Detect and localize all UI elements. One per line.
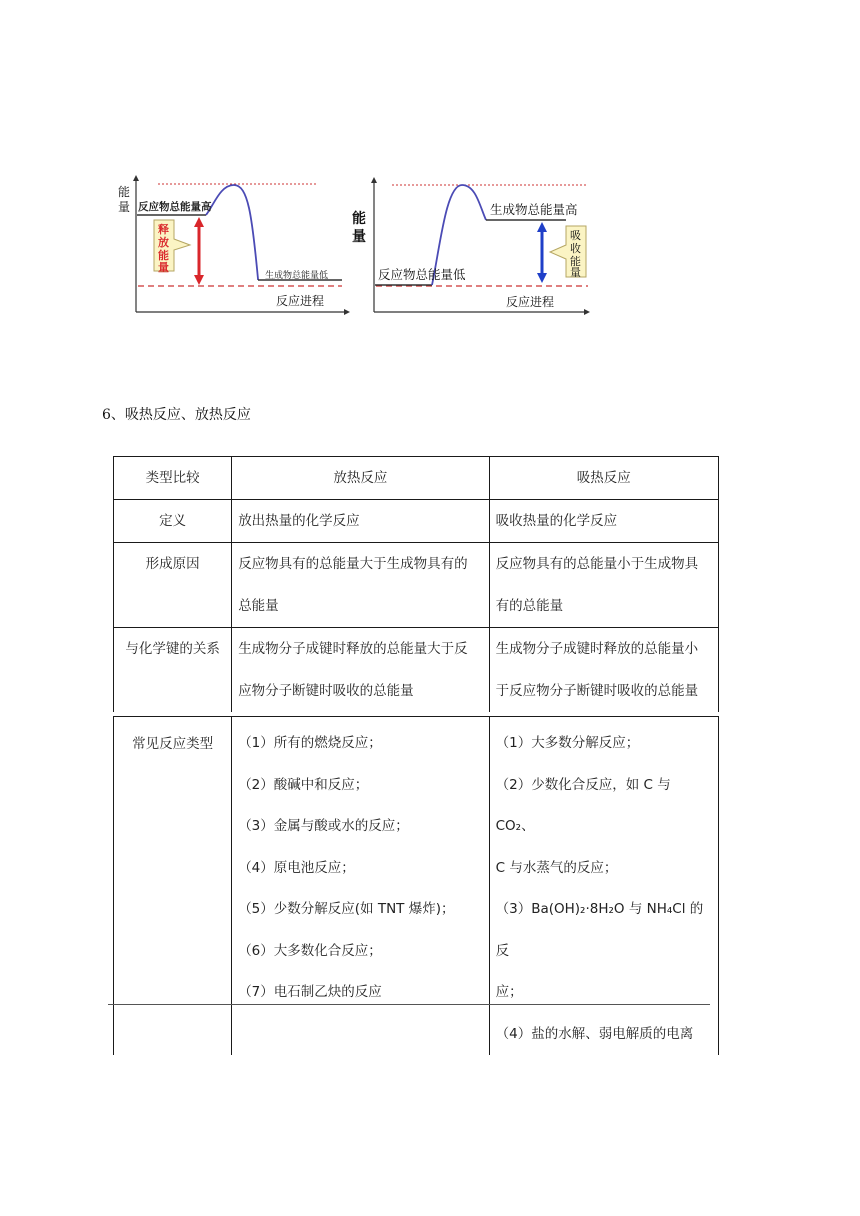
- list-item: （1）大多数分解反应；: [495, 735, 640, 751]
- release-arrow-head-down: [194, 275, 204, 285]
- energy-label-3: 能: [158, 249, 169, 262]
- list-item: （3）Ba(OH)₂·8H₂O 与 NH₄Cl 的反: [495, 901, 704, 959]
- cell-exo-bond-relation: [232, 628, 489, 713]
- cell-endo-bond-relation: [489, 628, 718, 713]
- cell-line: 反应物具有的总能量小于生成物具: [495, 556, 699, 572]
- energy-label-2: 收: [570, 242, 581, 255]
- cell-exo-cause: [232, 543, 489, 628]
- list-item: （7）电石制乙炔的反应: [238, 984, 382, 1000]
- list-item: （4）盐的水解、弱电解质的电离: [495, 1025, 694, 1042]
- list-item: （2）酸碱中和反应；: [238, 776, 369, 793]
- cell-endo-definition: [489, 500, 718, 543]
- energy-label-4: 量: [158, 261, 169, 274]
- table-row-bond-relation: [114, 628, 719, 713]
- list-item: （5）少数分解反应(如 TNT 爆炸)；: [238, 901, 455, 917]
- x-axis-label: 反应进程: [506, 295, 555, 309]
- list-item: （2）少数化合反应，如 C 与 CO₂、: [495, 776, 671, 834]
- x-axis-label: 反应进程: [276, 294, 325, 308]
- exothermic-diagram-svg: [110, 175, 350, 317]
- cell-line: 有的总能量: [495, 598, 564, 614]
- cell-line: 总能量: [238, 598, 279, 614]
- y-axis-arrowhead: [133, 175, 139, 181]
- row-label-definition: 定义: [114, 500, 232, 543]
- row-label-bond-relation: 与化学键的关系: [114, 628, 232, 713]
- header-exothermic: 放热反应: [232, 457, 489, 500]
- cell-line: 生成物分子成键时释放的总能量小: [495, 641, 699, 657]
- list-item: （1）所有的燃烧反应；: [238, 735, 382, 751]
- energy-label-1: 释: [158, 223, 169, 236]
- exothermic-diagram: [110, 175, 350, 317]
- y-axis-label-1: 能: [118, 185, 131, 199]
- cell-line: 生成物分子成键时释放的总能量大于反: [238, 641, 468, 657]
- y-axis-label-1: 能: [352, 211, 366, 227]
- cell-line: 放出热量的化学反应: [238, 513, 360, 529]
- y-axis-arrowhead: [371, 177, 377, 183]
- energy-label-4: 量: [570, 266, 581, 279]
- cell-line: 于反应物分子断键时吸收的总能量: [495, 683, 699, 699]
- energy-label-3: 能: [570, 255, 581, 268]
- absorb-arrow-head-down: [537, 273, 547, 283]
- cell-line: 应物分子断键时吸收的总能量: [238, 683, 414, 699]
- cell-line: 反应物具有的总能量大于生成物具有的: [238, 556, 468, 572]
- cell-line: 吸收热量的化学反应: [495, 513, 618, 529]
- energy-label-2: 放: [158, 236, 169, 249]
- list-item: （3）金属与酸或水的反应；: [238, 818, 409, 834]
- release-arrow-head-up: [194, 217, 204, 227]
- endothermic-diagram-svg: [348, 177, 590, 317]
- reactant-label: 反应物总能量高: [138, 201, 212, 213]
- header-endothermic: 吸热反应: [489, 457, 718, 500]
- header-type-compare: 类型比较: [114, 457, 232, 500]
- row-label-cause: 形成原因: [114, 543, 232, 628]
- list-item: C 与水蒸气的反应；: [495, 859, 618, 876]
- table-row-cause: [114, 543, 719, 628]
- energy-curve: [206, 185, 258, 280]
- table-row-definition: [114, 500, 719, 543]
- y-axis-label-2: 量: [352, 229, 366, 245]
- list-item: （6）大多数化合反应；: [238, 942, 382, 959]
- table-header-row: [114, 457, 719, 500]
- row-label-common-types: 常见反应类型: [114, 717, 232, 1056]
- product-label: 生成物总能量低: [265, 271, 329, 281]
- energy-label-1: 吸: [570, 229, 581, 242]
- comparison-table: [113, 456, 719, 712]
- endothermic-diagram: [348, 177, 590, 317]
- y-axis-label-2: 量: [118, 200, 131, 214]
- list-item: （4）原电池反应；: [238, 859, 355, 876]
- section-heading: 6、吸热反应、放热反应: [102, 407, 251, 423]
- cell-endo-cause: [489, 543, 718, 628]
- bottom-rule: [108, 1004, 710, 1005]
- reactant-label: 反应物总能量低: [378, 267, 466, 282]
- list-item: 应；: [495, 984, 523, 1000]
- x-axis-arrowhead: [584, 309, 590, 315]
- cell-exo-definition: [232, 500, 489, 543]
- absorb-arrow-head-up: [537, 222, 547, 232]
- product-label: 生成物总能量高: [490, 202, 578, 217]
